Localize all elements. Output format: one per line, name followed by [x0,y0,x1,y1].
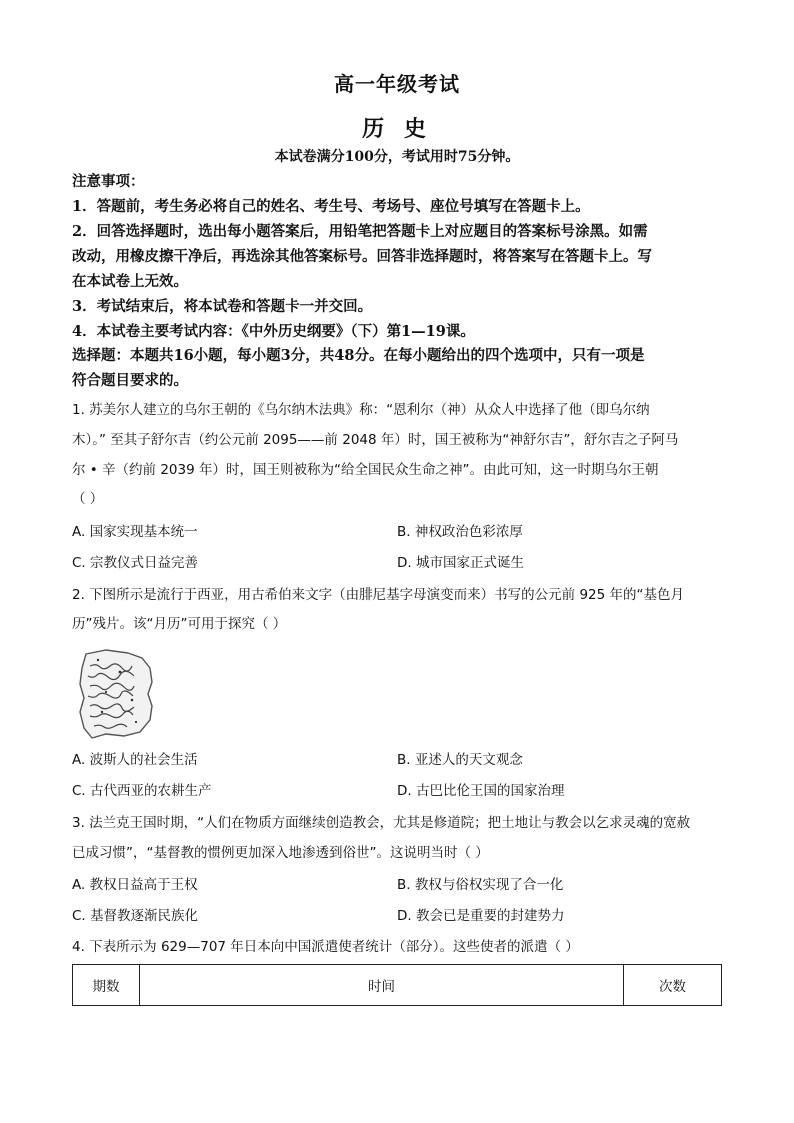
notice-item: 2．回答选择题时，选出每小题答案后，用铅笔把答题卡上对应题目的答案标号涂黑。如需 [72,223,648,240]
q3-option-c[interactable]: C. 基督教逐渐民族化 [72,908,199,924]
table-header-count: 次数 [624,965,722,1006]
q1-stem: 木）。” 至其子舒尔吉（约公元前 2095——前 2048 年）时，国王被称为“神舒尔吉”，舒尔吉之子阿马 [72,432,679,448]
q1-stem: （ ） [72,491,104,507]
q3-stem: 3. 法兰克王国时期，“人们在物质方面继续创造教会，尤其是修道院；把土地让与教会以乞求灵魂的宽赦 [72,815,691,831]
q1-option-c[interactable]: C. 宗教仪式日益完善 [72,555,199,571]
notice-item: 4．本试卷主要考试内容：《中外历史纲要》（下）第1—19课。 [72,323,475,340]
q2-stem: 历”残片。该“月历”可用于探究（ ） [72,616,287,632]
exam-info: 本试卷满分100分，考试用时75分钟。 [274,149,520,165]
notice-item: 1．答题前，考生务必将自己的姓名、考生号、考场号、座位号填写在答题卡上。 [72,198,590,215]
exam-title: 高一年级考试 [334,72,460,96]
q2-option-d[interactable]: D. 古巴比伦王国的国家治理 [397,783,565,799]
q1-stem: 尔 • 辛（约前 2039 年）时，国王则被称为“给全国民众生命之神”。由此可知，这一时期乌尔王朝 [72,462,659,478]
notice-item: 在本试卷上无效。 [72,273,188,290]
section-instruction: 选择题：本题共16小题，每小题3分，共48分。在每小题给出的四个选项中，只有一项是 [72,347,645,364]
notice-heading: 注意事项： [72,173,145,190]
q2-option-a[interactable]: A. 波斯人的社会生活 [72,752,198,768]
notice-item: 3．考试结束后，将本试卷和答题卡一并交回。 [72,298,373,315]
notice-item: 改动，用橡皮擦干净后，再选涂其他答案标号。回答非选择题时，将答案写在答题卡上。写 [72,248,652,265]
q3-stem: 已成习惯”，“基督教的惯例更加深入地渗透到俗世”。这说明当时（ ） [72,845,489,861]
table-header-time: 时间 [140,965,624,1006]
q3-option-b[interactable]: B. 教权与俗权实现了合一化 [397,877,564,893]
q3-option-d[interactable]: D. 教会已是重要的封建势力 [397,908,565,924]
q2-option-b[interactable]: B. 亚述人的天文观念 [397,752,523,768]
q1-option-a[interactable]: A. 国家实现基本统一 [72,524,198,540]
q2-option-c[interactable]: C. 古代西亚的农耕生产 [72,783,212,799]
section-instruction: 符合题目要求的。 [72,372,188,389]
subject-title: 历 史 [362,116,432,142]
q1-option-b[interactable]: B. 神权政治色彩浓厚 [397,524,523,540]
q4-stem: 4. 下表所示为 629—707 年日本向中国派遣使者统计（部分）。这些使者的派遣（ ） [72,939,579,955]
q1-option-d[interactable]: D. 城市国家正式诞生 [397,555,524,571]
q3-option-a[interactable]: A. 教权日益高于王权 [72,877,198,893]
gezer-calendar-fragment-image [76,648,156,740]
envoy-statistics-table [72,964,722,1006]
q2-stem: 2. 下图所示是流行于西亚，用古希伯来文字（由腓尼基字母演变而来）书写的公元前 925 年的“基色月 [72,587,685,603]
q1-stem: 1. 苏美尔人建立的乌尔王朝的《乌尔纳木法典》称：“恩利尔（神）从众人中选择了他（即乌尔纳 [72,402,650,418]
table-header-row [73,965,722,1006]
table-header-period: 期数 [73,965,140,1006]
